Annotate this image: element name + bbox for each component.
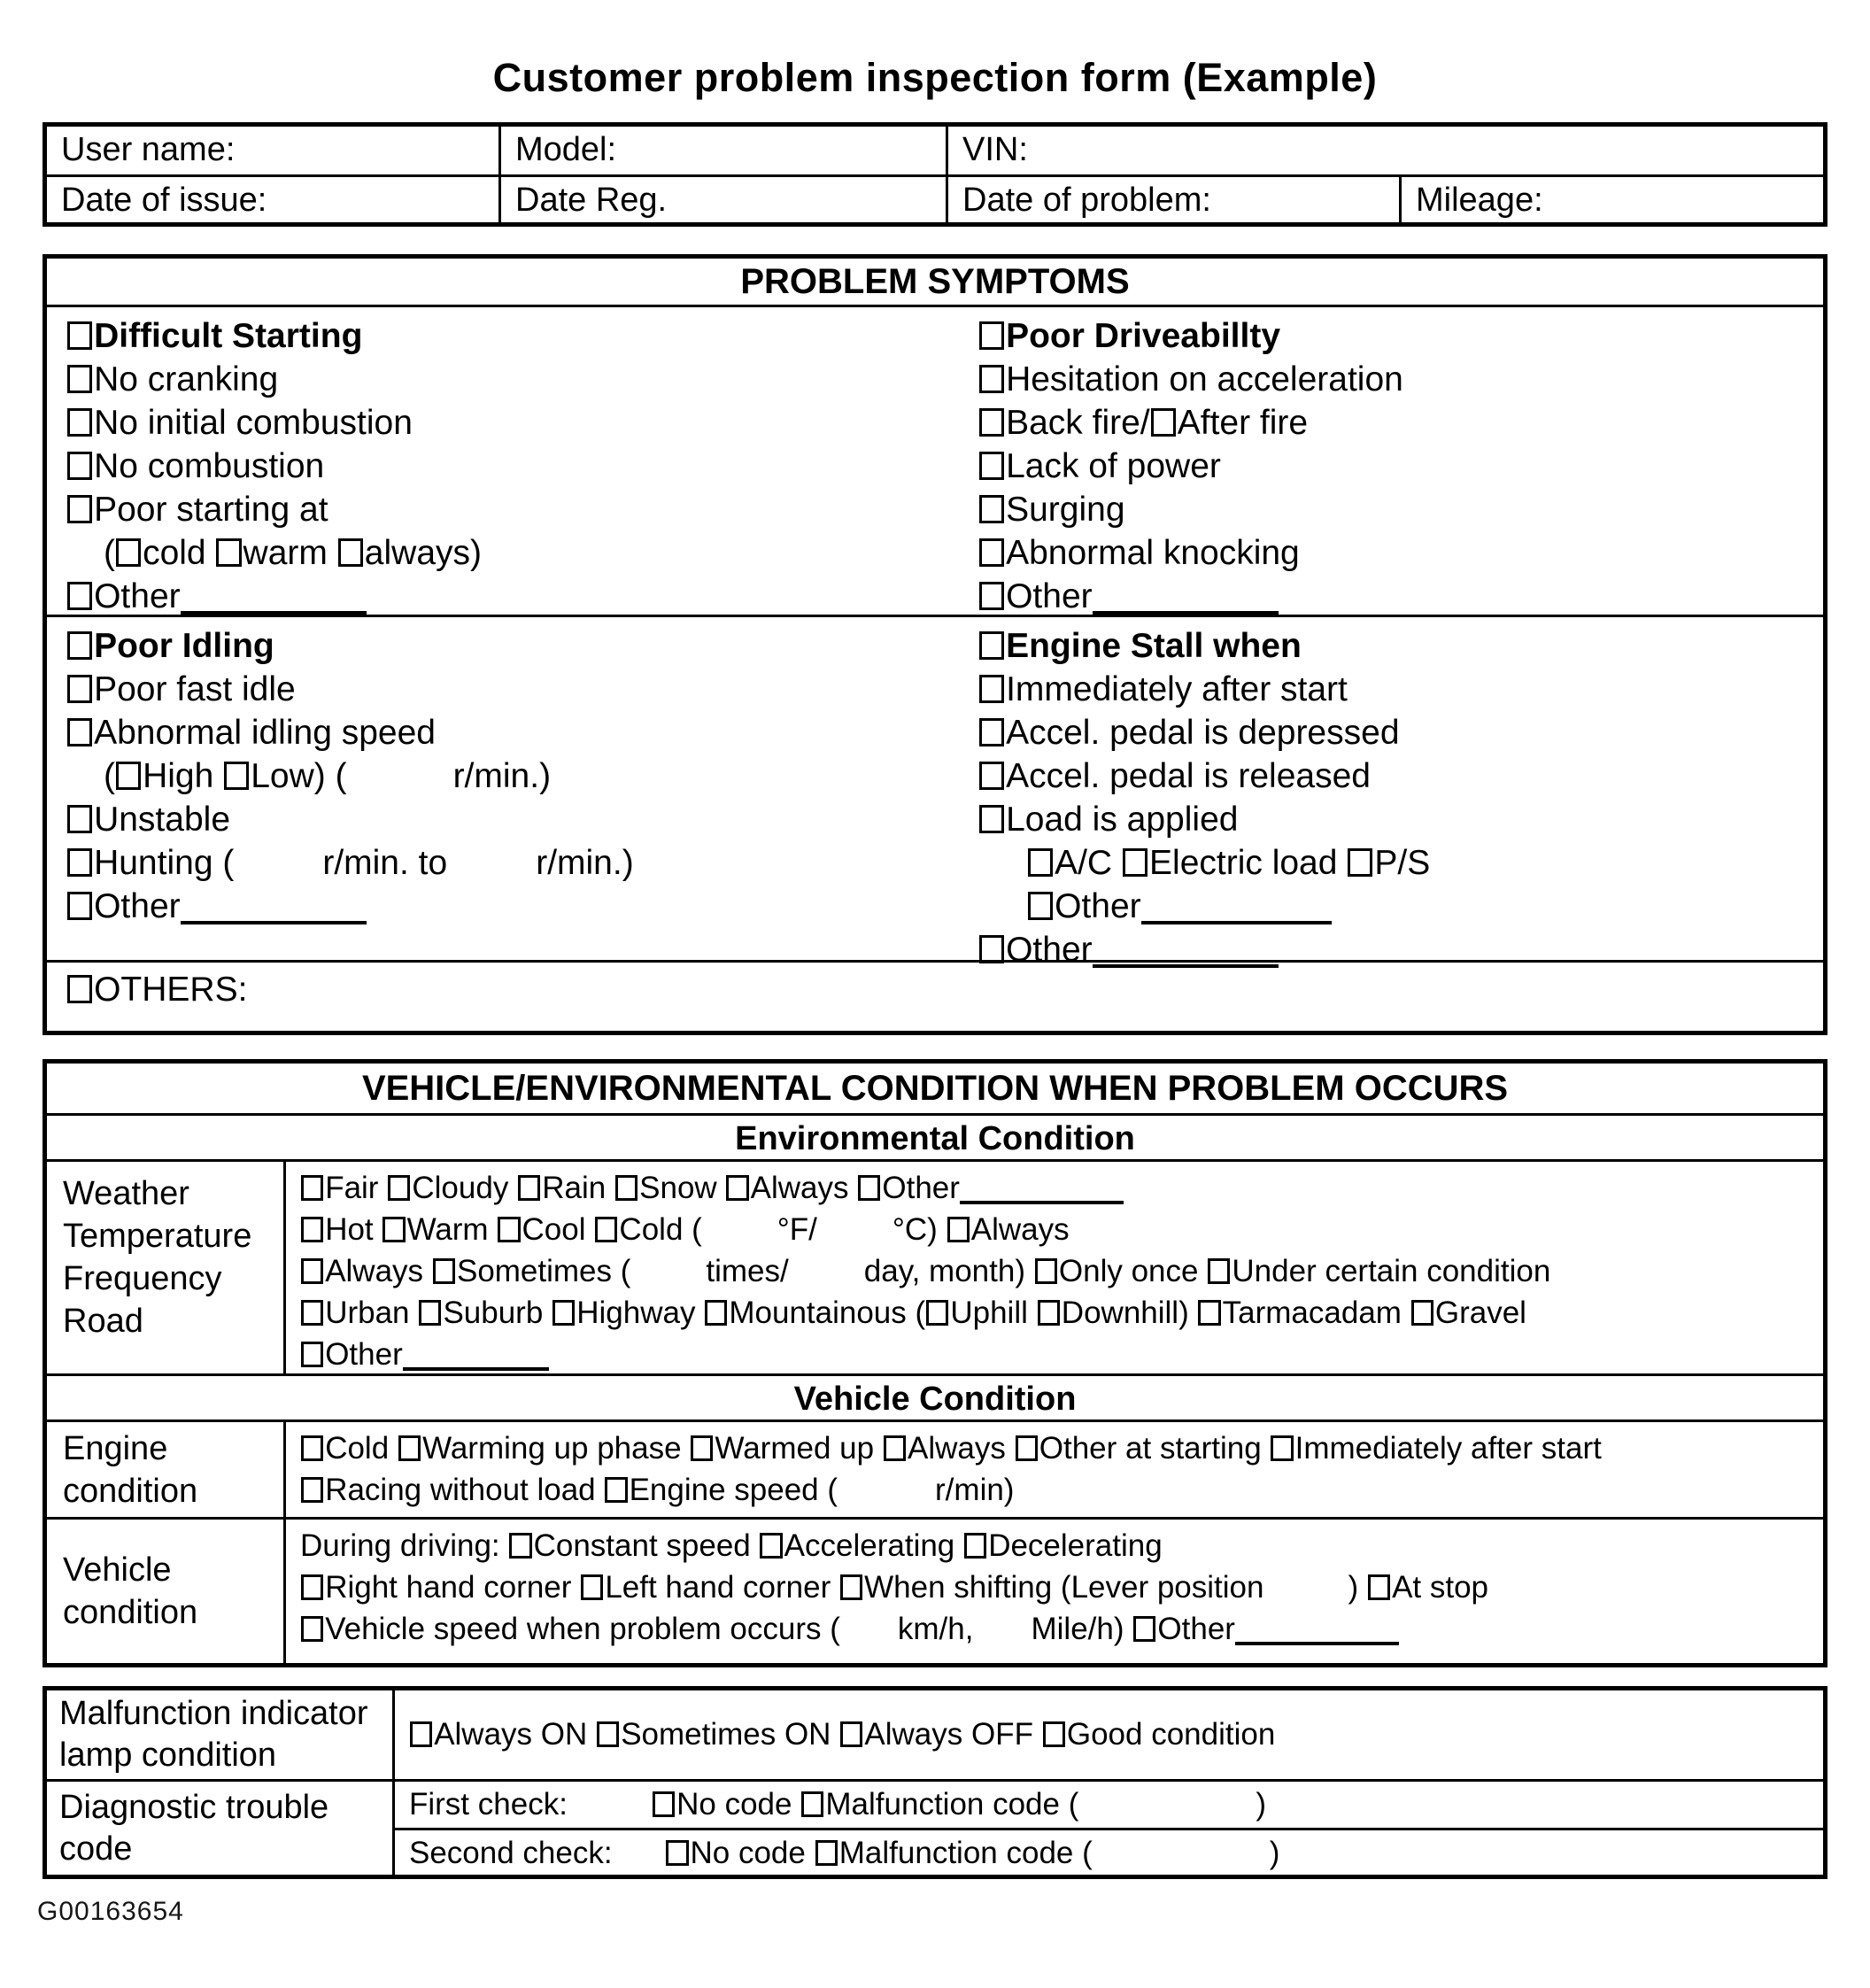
option-label: Poor Idling	[94, 627, 274, 665]
problem-symptoms-grid	[47, 305, 1823, 1031]
checkbox-icon[interactable]	[301, 1574, 323, 1600]
checkbox-icon[interactable]	[67, 452, 92, 480]
engine-condition-options	[283, 1422, 1823, 1517]
fill-in-blank[interactable]	[403, 1348, 549, 1371]
checkbox-icon[interactable]	[979, 365, 1004, 393]
form-line	[66, 488, 959, 531]
checkbox-icon[interactable]	[615, 1175, 638, 1201]
checkbox-icon[interactable]	[691, 1435, 713, 1461]
checkbox-icon[interactable]	[840, 1721, 862, 1747]
checkbox-icon[interactable]	[301, 1217, 323, 1242]
option-label: Abnormal idling speed	[94, 714, 436, 752]
form-line	[300, 1469, 1823, 1511]
option-label: )	[1269, 1836, 1280, 1870]
checkbox-icon[interactable]	[67, 631, 92, 660]
checkbox-icon[interactable]	[1208, 1258, 1230, 1284]
mileage-field[interactable]: Mileage:	[1399, 177, 1823, 222]
label-line: Malfunction indicator	[59, 1695, 368, 1732]
option-label: °F/	[777, 1212, 817, 1247]
option-label: )	[1256, 1787, 1267, 1822]
label-line: condition	[63, 1594, 198, 1631]
option-label: Suburb	[443, 1296, 552, 1330]
option-label: Rain	[542, 1171, 614, 1205]
first-check-line	[395, 1782, 1823, 1828]
option-label: Other	[325, 1337, 403, 1372]
checkbox-icon[interactable]	[509, 1533, 531, 1559]
fill-in-blank[interactable]	[181, 899, 367, 924]
option-label: No code	[676, 1787, 801, 1822]
form-line	[978, 531, 1823, 575]
form-line	[978, 798, 1823, 841]
figure-code: G00163654	[37, 1897, 184, 1926]
engine-stall-group	[959, 615, 1823, 969]
form-line	[978, 575, 1823, 618]
form-line	[978, 358, 1823, 401]
option-label: No combustion	[94, 447, 325, 485]
option-label: warm	[243, 534, 337, 572]
vehicle-condition-label	[47, 1520, 283, 1663]
form-line	[66, 885, 959, 928]
checkbox-icon[interactable]	[666, 1840, 688, 1866]
others-group	[47, 960, 1823, 1031]
form-line	[409, 1717, 1823, 1752]
option-label: Unstable	[94, 801, 231, 839]
checkbox-icon[interactable]	[926, 1300, 948, 1326]
option-label: Hunting (	[94, 844, 235, 882]
option-label: Sometimes (	[456, 1254, 631, 1288]
checkbox-icon[interactable]	[581, 1574, 603, 1600]
diagnostic-table	[42, 1686, 1828, 1879]
checkbox-icon[interactable]	[979, 495, 1004, 523]
checkbox-icon[interactable]	[301, 1175, 323, 1201]
fill-in-blank[interactable]	[1235, 1622, 1399, 1645]
label-line: Temperature	[63, 1218, 252, 1255]
option-label: Vehicle speed when problem occurs (	[325, 1612, 840, 1646]
vehicle-environmental-heading: VEHICLE/ENVIRONMENTAL CONDITION WHEN PROBLEM OCCURS	[361, 1069, 1509, 1108]
option-label: Poor starting at	[94, 491, 328, 529]
option-label: Accel. pedal is released	[1006, 757, 1371, 795]
option-label: day, month)	[863, 1254, 1034, 1288]
checkbox-icon[interactable]	[1016, 1435, 1038, 1461]
checkbox-icon[interactable]	[979, 718, 1004, 746]
checkbox-icon[interactable]	[301, 1616, 323, 1642]
checkbox-icon[interactable]	[67, 892, 92, 920]
option-label: Other	[1055, 887, 1141, 925]
option-label: r/min. to	[322, 844, 448, 882]
option-label: (	[104, 534, 115, 572]
checkbox-icon[interactable]	[760, 1533, 782, 1559]
form-line	[978, 624, 1823, 668]
option-label: Warming up phase	[422, 1431, 691, 1466]
checkbox-icon[interactable]	[552, 1300, 575, 1326]
form-line	[978, 668, 1823, 711]
checkbox-icon[interactable]	[815, 1840, 838, 1866]
form-line	[978, 885, 1823, 928]
option-label: Tarmacadam	[1222, 1296, 1410, 1330]
checkbox-icon[interactable]	[858, 1175, 880, 1201]
option-label: °C)	[892, 1212, 947, 1247]
malfunction-lamp-label	[47, 1690, 392, 1779]
checkbox-icon[interactable]	[498, 1217, 520, 1242]
option-label: cold	[143, 534, 216, 572]
label-line: Frequency	[63, 1260, 222, 1297]
diagnostic-code-label	[47, 1782, 392, 1875]
option-label: Always ON	[434, 1717, 596, 1752]
checkbox-icon[interactable]	[979, 538, 1004, 567]
form-line	[66, 401, 959, 445]
checkbox-icon[interactable]	[979, 321, 1004, 350]
option-label: P/S	[1374, 844, 1431, 882]
option-label: Other	[1006, 577, 1093, 615]
user-name-field[interactable]: User name:	[61, 131, 236, 168]
checkbox-icon[interactable]	[1133, 1616, 1155, 1642]
option-label: Hesitation on acceleration	[1006, 360, 1403, 398]
checkbox-icon[interactable]	[1348, 848, 1372, 877]
option-label: Malfunction code (	[825, 1787, 1079, 1822]
label-line: Engine	[63, 1429, 168, 1467]
date-of-problem-field[interactable]: Date of problem:	[946, 177, 1399, 222]
checkbox-icon[interactable]	[116, 762, 141, 790]
checkbox-icon[interactable]	[979, 408, 1004, 437]
checkbox-icon[interactable]	[605, 1477, 627, 1503]
form-title: Customer problem inspection form (Example)	[492, 55, 1378, 100]
form-line	[300, 1566, 1823, 1608]
option-label: )	[1348, 1570, 1367, 1605]
option-label: r/min.)	[452, 757, 552, 795]
form-line	[409, 1830, 1823, 1876]
date-reg-field[interactable]: Date Reg.	[498, 177, 946, 222]
checkbox-icon[interactable]	[419, 1300, 441, 1326]
checkbox-icon[interactable]	[67, 848, 92, 877]
form-line	[300, 1167, 1823, 1209]
form-line	[66, 624, 959, 668]
form-line	[978, 445, 1823, 488]
form-line	[300, 1292, 1823, 1334]
form-line	[409, 1782, 1823, 1828]
checkbox-icon[interactable]	[518, 1175, 540, 1201]
option-label: times/	[706, 1254, 789, 1288]
form-line	[978, 314, 1823, 358]
option-label: Fair	[325, 1171, 388, 1205]
option-label: Other	[882, 1171, 960, 1205]
difficult-starting-group	[47, 305, 959, 615]
malfunction-lamp-row	[47, 1690, 1823, 1779]
checkbox-icon[interactable]	[338, 538, 363, 567]
option-label: No code	[690, 1836, 815, 1870]
option-label: r/min.)	[536, 844, 634, 882]
label-line: Road	[63, 1303, 143, 1340]
checkbox-icon[interactable]	[597, 1721, 619, 1747]
form-line	[978, 401, 1823, 445]
vehicle-environmental-table	[42, 1059, 1828, 1667]
checkbox-icon[interactable]	[726, 1175, 748, 1201]
vehicle-condition-row	[47, 1517, 1823, 1663]
option-label: always)	[364, 534, 482, 572]
model-field[interactable]: Model:	[498, 127, 946, 174]
checkbox-icon[interactable]	[67, 495, 92, 523]
form-line	[300, 1608, 1823, 1650]
option-label: Difficult Starting	[94, 317, 363, 355]
option-label: Good condition	[1066, 1717, 1276, 1752]
form-line	[66, 531, 959, 575]
option-label: Warmed up	[715, 1431, 883, 1466]
option-label: Engine Stall when	[1006, 627, 1302, 665]
checkbox-icon[interactable]	[216, 538, 241, 567]
option-label: Highway	[576, 1296, 705, 1330]
option-label: OTHERS:	[94, 971, 248, 1009]
checkbox-icon[interactable]	[979, 582, 1004, 610]
form-line	[66, 798, 959, 841]
option-label: Other	[1157, 1612, 1235, 1646]
option-label: Accelerating	[784, 1528, 963, 1563]
form-line	[66, 314, 959, 358]
checkbox-icon[interactable]	[301, 1300, 323, 1326]
checkbox-icon[interactable]	[67, 805, 92, 833]
form-line	[66, 711, 959, 754]
diagnostic-code-row	[47, 1779, 1823, 1875]
checkbox-icon[interactable]	[224, 762, 249, 790]
environmental-condition-row	[47, 1159, 1823, 1373]
checkbox-icon[interactable]	[595, 1217, 617, 1242]
option-label: Right hand corner	[325, 1570, 581, 1605]
option-label: At stop	[1392, 1570, 1489, 1605]
option-label: Back fire/	[1006, 404, 1150, 442]
option-label: (	[104, 757, 115, 795]
option-label: Poor Driveabillty	[1006, 317, 1281, 355]
label-line: code	[59, 1829, 133, 1868]
fill-in-blank[interactable]	[1093, 589, 1279, 615]
checkbox-icon[interactable]	[67, 582, 92, 610]
form-line	[978, 754, 1823, 798]
option-label: Abnormal knocking	[1006, 534, 1300, 572]
option-label: Decelerating	[988, 1528, 1163, 1563]
checkbox-icon[interactable]	[382, 1217, 405, 1242]
environmental-condition-heading: Environmental Condition	[47, 1113, 1823, 1159]
form-line	[300, 1525, 1823, 1566]
option-label: When shifting (Lever position	[864, 1570, 1264, 1605]
engine-condition-label	[47, 1422, 283, 1517]
fill-in-blank[interactable]	[1141, 899, 1332, 924]
checkbox-icon[interactable]	[653, 1791, 675, 1817]
form-line	[978, 841, 1823, 885]
checkbox-icon[interactable]	[67, 675, 92, 703]
vehicle-condition-heading: Vehicle Condition	[47, 1373, 1823, 1419]
checkbox-icon[interactable]	[979, 675, 1004, 703]
option-label: A/C	[1055, 844, 1122, 882]
checkbox-icon[interactable]	[388, 1175, 410, 1201]
checkbox-icon[interactable]	[884, 1435, 906, 1461]
option-label: Sometimes ON	[621, 1717, 840, 1752]
checkbox-icon[interactable]	[1151, 408, 1176, 437]
option-label: Other	[1006, 931, 1093, 969]
option-label: Cold (	[619, 1212, 702, 1247]
option-label: Urban	[325, 1296, 419, 1330]
option-label: After fire	[1177, 404, 1309, 442]
option-label: Other	[94, 577, 181, 615]
form-line	[978, 711, 1823, 754]
option-label: Constant speed	[533, 1528, 760, 1563]
checkbox-icon[interactable]	[67, 718, 92, 746]
option-label: Cool	[522, 1212, 595, 1247]
option-label: Engine speed (	[629, 1473, 838, 1507]
poor-idling-group	[47, 615, 959, 960]
label-line: Vehicle	[63, 1551, 172, 1589]
option-label: Racing without load	[325, 1473, 605, 1507]
form-line	[300, 1334, 1823, 1375]
option-label: Immediately after start	[1006, 670, 1348, 708]
option-label: Only once	[1058, 1254, 1208, 1288]
diagnostic-code-checks	[392, 1782, 1823, 1875]
form-line	[300, 1427, 1823, 1469]
option-label: No initial combustion	[94, 404, 413, 442]
checkbox-icon[interactable]	[116, 538, 141, 567]
form-line	[66, 445, 959, 488]
form-line	[66, 968, 1823, 1011]
option-label: Accel. pedal is depressed	[1006, 714, 1400, 752]
form-line	[66, 575, 959, 618]
checkbox-icon[interactable]	[1043, 1721, 1065, 1747]
option-label: During driving:	[300, 1528, 509, 1563]
checkbox-icon[interactable]	[1198, 1300, 1220, 1326]
checkbox-icon[interactable]	[1035, 1258, 1057, 1284]
option-label: Gravel	[1434, 1296, 1526, 1330]
fill-in-blank[interactable]	[181, 589, 367, 615]
label-line: Diagnostic trouble	[59, 1788, 329, 1826]
option-label: Other at starting	[1039, 1431, 1271, 1466]
checkbox-icon[interactable]	[67, 975, 92, 1003]
checkbox-icon[interactable]	[947, 1217, 970, 1242]
option-label: Hot	[325, 1212, 382, 1247]
checkbox-icon[interactable]	[67, 408, 92, 437]
checkbox-icon[interactable]	[705, 1300, 727, 1326]
option-label: Mile/h)	[1031, 1612, 1133, 1646]
second-check-line	[395, 1828, 1823, 1875]
checkbox-icon[interactable]	[301, 1435, 323, 1461]
option-label: Poor fast idle	[94, 670, 296, 708]
form-line	[66, 754, 959, 798]
checkbox-icon[interactable]	[398, 1435, 421, 1461]
option-label: Always	[970, 1212, 1070, 1247]
option-label: Downhill)	[1061, 1296, 1198, 1330]
form-line	[300, 1250, 1823, 1292]
option-label: Always	[907, 1431, 1015, 1466]
problem-symptoms-table	[42, 254, 1828, 1035]
option-label: Electric load	[1149, 844, 1348, 882]
option-label: Mountainous (	[729, 1296, 926, 1330]
option-label: No cranking	[94, 360, 279, 398]
checkbox-icon[interactable]	[433, 1258, 455, 1284]
option-label: Under certain condition	[1232, 1254, 1551, 1288]
option-label: Snow	[639, 1171, 726, 1205]
checkbox-icon[interactable]	[67, 365, 92, 393]
label-line: lamp condition	[59, 1737, 277, 1774]
checkbox-icon[interactable]	[1123, 848, 1148, 877]
checkbox-icon[interactable]	[301, 1477, 323, 1503]
form-line	[300, 1209, 1823, 1250]
form-line	[978, 488, 1823, 531]
option-label: Always	[750, 1171, 858, 1205]
poor-driveability-group	[959, 305, 1823, 615]
option-label: Always OFF	[864, 1717, 1042, 1752]
engine-condition-row	[47, 1419, 1823, 1517]
checkbox-icon[interactable]	[1038, 1300, 1060, 1326]
header-table	[42, 122, 1828, 227]
label-line: condition	[63, 1472, 198, 1510]
checkbox-icon[interactable]	[964, 1533, 986, 1559]
checkbox-icon[interactable]	[67, 321, 92, 350]
checkbox-icon[interactable]	[979, 452, 1004, 480]
header-row-1	[47, 127, 1823, 174]
form-line	[66, 358, 959, 401]
option-label: Always	[325, 1254, 432, 1288]
checkbox-icon[interactable]	[301, 1342, 323, 1367]
option-label: Surging	[1006, 491, 1125, 529]
checkbox-icon[interactable]	[1028, 892, 1053, 920]
checkbox-icon[interactable]	[1028, 848, 1053, 877]
option-label: Lack of power	[1006, 447, 1221, 485]
option-label: Immediately after start	[1294, 1431, 1602, 1466]
option-label: Load is applied	[1006, 801, 1239, 839]
option-label: Uphill	[950, 1296, 1037, 1330]
option-label: Low) (	[251, 757, 347, 795]
option-label: Left hand corner	[605, 1570, 839, 1605]
fill-in-blank[interactable]	[960, 1181, 1124, 1204]
label-line: Weather	[63, 1175, 189, 1212]
form-line	[66, 668, 959, 711]
form-line	[66, 841, 959, 885]
problem-symptoms-heading: PROBLEM SYMPTOMS	[740, 262, 1130, 301]
malfunction-lamp-options	[392, 1690, 1823, 1779]
option-label: Cloudy	[412, 1171, 518, 1205]
checkbox-icon[interactable]	[1411, 1300, 1433, 1326]
checkbox-icon[interactable]	[979, 631, 1004, 660]
option-label: Warm	[406, 1212, 498, 1247]
option-label: High	[143, 757, 224, 795]
option-label: km/h,	[897, 1612, 974, 1646]
checkbox-icon[interactable]	[301, 1258, 323, 1284]
checkbox-icon[interactable]	[979, 762, 1004, 790]
checkbox-icon[interactable]	[410, 1721, 432, 1747]
option-label: Cold	[325, 1431, 398, 1466]
option-label: Malfunction code (	[838, 1836, 1093, 1870]
environmental-options	[283, 1162, 1823, 1373]
vehicle-condition-options	[283, 1520, 1823, 1663]
option-label: Other	[94, 887, 181, 925]
environmental-row-labels	[47, 1162, 283, 1373]
checkbox-icon[interactable]	[1271, 1435, 1293, 1461]
option-label: Second check:	[409, 1836, 622, 1870]
checkbox-icon[interactable]	[840, 1574, 862, 1600]
checkbox-icon[interactable]	[979, 805, 1004, 833]
checkbox-icon[interactable]	[1368, 1574, 1390, 1600]
option-label: r/min)	[935, 1473, 1015, 1507]
date-of-issue-field[interactable]: Date of issue:	[61, 182, 267, 219]
vin-field[interactable]: VIN:	[946, 127, 1823, 174]
checkbox-icon[interactable]	[801, 1791, 823, 1817]
header-row-2	[47, 174, 1823, 222]
option-label: First check:	[409, 1787, 568, 1822]
